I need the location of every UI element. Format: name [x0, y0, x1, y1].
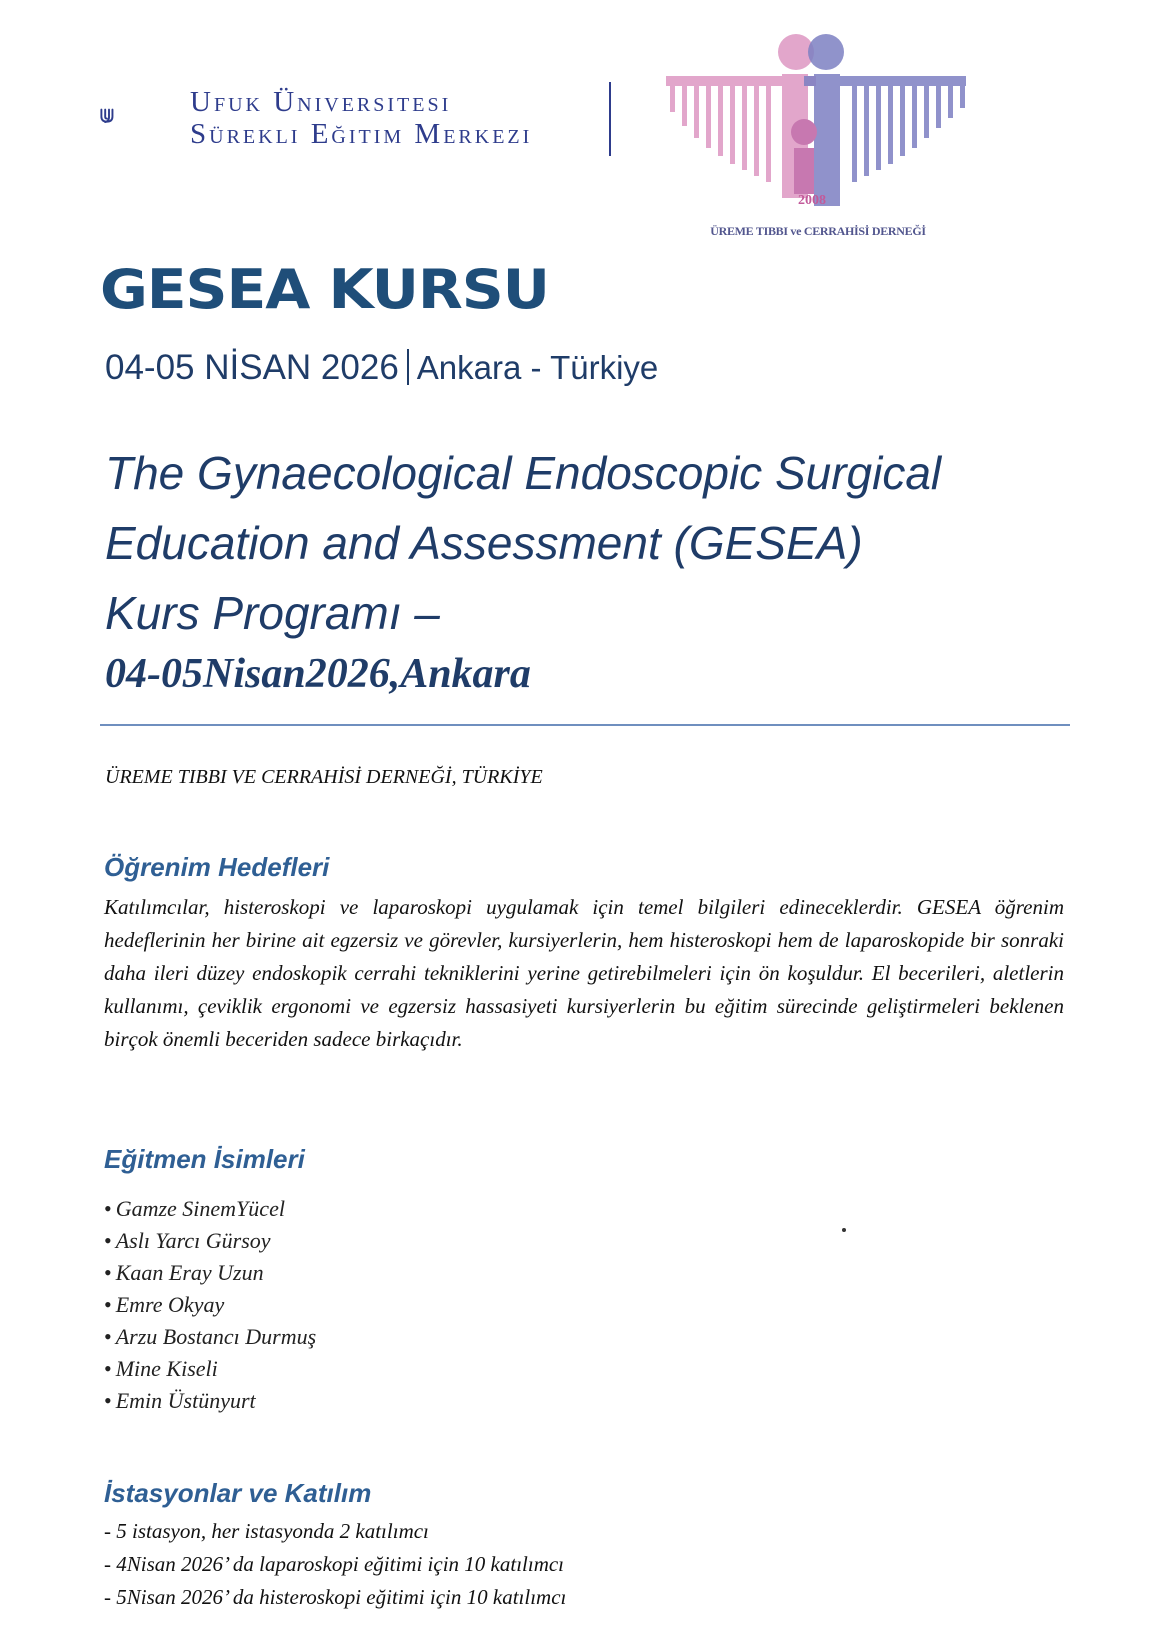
stations-list [104, 1515, 566, 1614]
bullet-icon: • [104, 1196, 112, 1221]
organization-name: ÜREME TIBBI VE CERRAHİSİ DERNEĞİ, TÜRKİYE [105, 766, 543, 788]
university-name-line2: Sürekli Eğitim Merkezi [190, 118, 533, 150]
stations-heading: İstasyonlar ve Katılım [104, 1478, 372, 1508]
instructor-list [104, 1193, 316, 1417]
instructor-name: Emre Okyay [115, 1292, 225, 1317]
list-item: - 4Nisan 2026’ da laparoskopi eğitimi için 10 katılımcı [104, 1552, 565, 1576]
page-title: GESEA KURSU [100, 258, 549, 321]
instructor-name: Kaan Eray Uzun [115, 1260, 264, 1285]
list-item [104, 1257, 316, 1289]
bullet-icon: • [104, 1356, 112, 1381]
instructor-name: Gamze SinemYücel [115, 1196, 285, 1221]
list-item [104, 1385, 316, 1417]
program-title [105, 438, 941, 648]
instructor-name: Mine Kiseli [115, 1356, 218, 1381]
list-item [104, 1225, 316, 1257]
list-item [104, 1321, 316, 1353]
list-item [104, 1353, 316, 1385]
date-separator [407, 349, 409, 385]
program-title-line3: Kurs Programı – [105, 587, 440, 639]
instructors-heading: Eğitmen İsimleri [104, 1144, 305, 1174]
logo-purple-bars [804, 74, 966, 206]
program-title-line2: Education and Assessment (GESEA) [105, 517, 863, 569]
association-logo [666, 34, 966, 206]
list-item: - 5Nisan 2026’ da histeroskopi eğitimi için 10 katılımcı [104, 1585, 567, 1609]
list-item [104, 1193, 316, 1225]
logo-child-head [791, 119, 817, 145]
instructor-name: Emin Üstünyurt [115, 1388, 256, 1413]
logo-year: 2008 [798, 193, 826, 206]
bullet-icon: • [104, 1292, 112, 1317]
instructor-name: Aslı Yarcı Gürsoy [115, 1228, 271, 1253]
objectives-heading: Öğrenim Hedefleri [104, 852, 330, 882]
logo-purple-head [808, 34, 844, 70]
bullet-icon: • [104, 1260, 112, 1285]
bullet-icon: • [104, 1388, 112, 1413]
list-item [104, 1289, 316, 1321]
logo-divider [609, 82, 611, 156]
association-name: ÜREME TIBBI ve CERRAHİSİ DERNEĞİ [710, 224, 926, 238]
ufuk-university-logo [100, 76, 190, 156]
objectives-text: Katılımcılar, histeroskopi ve laparoskopi uygulamak için temel bilgileri edineceklerdir. GESEA öğrenim hedeflerinin her birine ait egzersiz ve görevler, kursiyerlerin, hem histeroskopi hem de laparoskopide bir sonraki daha ileri düzey endoskopik cerrahi tekniklerini yerine getirebilmeleri için ön koşuldur. El becerileri, aletlerin kullanımı, çeviklik ergonomi ve egzersiz hassasiyeti kursiyerlerin bu eğitim sürecinde geliştirmeleri beklenen birçok önemli beceriden sadece birkaçıdır. [104, 895, 1064, 1051]
event-location: Ankara - Türkiye [416, 349, 659, 386]
program-title-line1: The Gynaecological Endoscopic Surgical [105, 447, 942, 499]
horizontal-rule [100, 724, 1070, 726]
university-name-line1: Ufuk Üniversitesi [190, 86, 452, 118]
event-date: 04-05 NİSAN 2026 [105, 348, 399, 387]
list-item: - 5 istasyon, her istasyonda 2 katılımcı [104, 1519, 429, 1543]
ufuk-u-icon [101, 110, 112, 122]
university-name [190, 86, 532, 150]
program-date: 04-05Nisan2026,Ankara [105, 651, 531, 697]
logo-child-body [794, 148, 814, 194]
bullet-icon: • [104, 1228, 112, 1253]
event-date-line [105, 348, 658, 388]
stray-dot [842, 1228, 846, 1232]
instructor-name: Arzu Bostancı Durmuş [115, 1324, 317, 1349]
bullet-icon: • [104, 1324, 112, 1349]
